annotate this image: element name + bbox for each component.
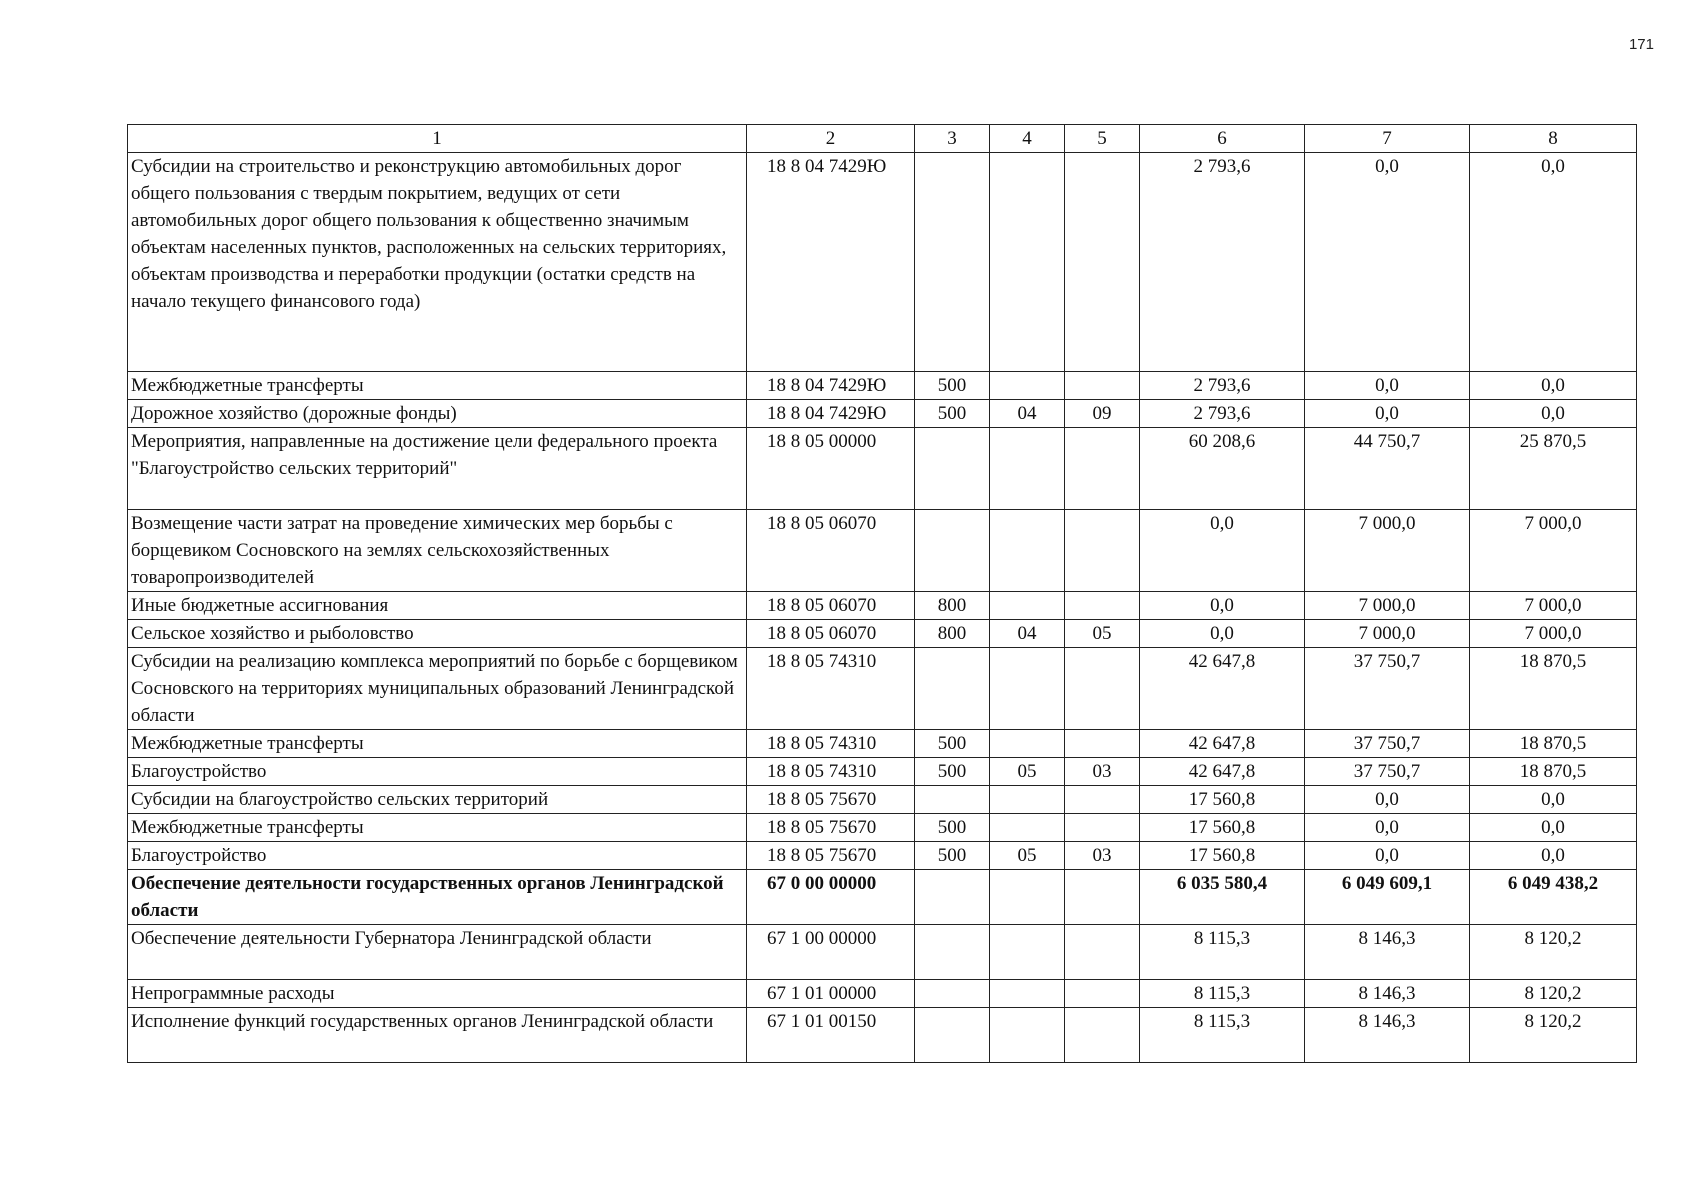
row-code: 18 8 05 75670 bbox=[747, 814, 915, 842]
row-col-5 bbox=[1065, 1008, 1140, 1063]
row-col-4 bbox=[990, 428, 1065, 510]
header-col-3: 3 bbox=[915, 125, 990, 153]
row-col-3: 800 bbox=[915, 592, 990, 620]
row-value-7: 7 000,0 bbox=[1305, 592, 1470, 620]
row-value-6: 8 115,3 bbox=[1140, 980, 1305, 1008]
row-col-5 bbox=[1065, 786, 1140, 814]
row-code: 67 1 01 00000 bbox=[747, 980, 915, 1008]
table-row bbox=[128, 870, 1637, 925]
row-col-5 bbox=[1065, 814, 1140, 842]
row-value-7: 8 146,3 bbox=[1305, 980, 1470, 1008]
row-code: 18 8 05 06070 bbox=[747, 510, 915, 592]
row-value-7: 7 000,0 bbox=[1305, 510, 1470, 592]
row-col-3 bbox=[915, 510, 990, 592]
row-col-5 bbox=[1065, 730, 1140, 758]
row-col-3: 500 bbox=[915, 730, 990, 758]
row-value-7: 0,0 bbox=[1305, 786, 1470, 814]
row-value-7: 44 750,7 bbox=[1305, 428, 1470, 510]
row-col-4 bbox=[990, 980, 1065, 1008]
table-row bbox=[128, 814, 1637, 842]
row-code: 18 8 04 7429Ю bbox=[747, 400, 915, 428]
row-value-6: 0,0 bbox=[1140, 510, 1305, 592]
row-value-8: 0,0 bbox=[1470, 786, 1637, 814]
table-row bbox=[128, 842, 1637, 870]
row-col-4 bbox=[990, 372, 1065, 400]
row-value-6: 6 035 580,4 bbox=[1140, 870, 1305, 925]
row-code: 18 8 05 06070 bbox=[747, 592, 915, 620]
row-col-5 bbox=[1065, 925, 1140, 980]
row-code: 18 8 05 00000 bbox=[747, 428, 915, 510]
row-name: Субсидии на благоустройство сельских территорий bbox=[128, 786, 747, 814]
row-col-4 bbox=[990, 510, 1065, 592]
table-row bbox=[128, 400, 1637, 428]
row-col-3 bbox=[915, 980, 990, 1008]
table-row bbox=[128, 758, 1637, 786]
table-row bbox=[128, 730, 1637, 758]
row-col-5: 03 bbox=[1065, 842, 1140, 870]
row-col-4 bbox=[990, 648, 1065, 730]
row-code: 18 8 04 7429Ю bbox=[747, 372, 915, 400]
row-value-7: 37 750,7 bbox=[1305, 648, 1470, 730]
row-code: 18 8 05 74310 bbox=[747, 758, 915, 786]
row-value-8: 0,0 bbox=[1470, 842, 1637, 870]
row-name: Сельское хозяйство и рыболовство bbox=[128, 620, 747, 648]
row-value-8: 25 870,5 bbox=[1470, 428, 1637, 510]
row-value-7: 0,0 bbox=[1305, 814, 1470, 842]
row-name: Непрограммные расходы bbox=[128, 980, 747, 1008]
row-col-5 bbox=[1065, 870, 1140, 925]
row-col-3: 500 bbox=[915, 758, 990, 786]
row-value-6: 2 793,6 bbox=[1140, 400, 1305, 428]
row-col-5 bbox=[1065, 510, 1140, 592]
row-col-5 bbox=[1065, 980, 1140, 1008]
row-value-8: 8 120,2 bbox=[1470, 925, 1637, 980]
row-value-6: 17 560,8 bbox=[1140, 814, 1305, 842]
row-name: Иные бюджетные ассигнования bbox=[128, 592, 747, 620]
row-value-6: 42 647,8 bbox=[1140, 758, 1305, 786]
table-row bbox=[128, 592, 1637, 620]
row-value-7: 0,0 bbox=[1305, 153, 1470, 372]
row-value-8: 7 000,0 bbox=[1470, 620, 1637, 648]
row-col-3: 500 bbox=[915, 842, 990, 870]
header-col-5: 5 bbox=[1065, 125, 1140, 153]
row-name: Дорожное хозяйство (дорожные фонды) bbox=[128, 400, 747, 428]
row-col-4: 05 bbox=[990, 758, 1065, 786]
row-code: 18 8 05 75670 bbox=[747, 842, 915, 870]
row-value-6: 2 793,6 bbox=[1140, 372, 1305, 400]
row-value-8: 0,0 bbox=[1470, 372, 1637, 400]
table-row bbox=[128, 620, 1637, 648]
row-value-6: 8 115,3 bbox=[1140, 925, 1305, 980]
row-col-3 bbox=[915, 870, 990, 925]
row-value-8: 18 870,5 bbox=[1470, 648, 1637, 730]
table-row bbox=[128, 980, 1637, 1008]
row-name: Мероприятия, направленные на достижение цели федерального проекта "Благоустройство сельских территорий" bbox=[128, 428, 747, 510]
header-col-8: 8 bbox=[1470, 125, 1637, 153]
row-value-8: 18 870,5 bbox=[1470, 730, 1637, 758]
row-col-5 bbox=[1065, 372, 1140, 400]
row-col-3 bbox=[915, 1008, 990, 1063]
row-value-6: 0,0 bbox=[1140, 592, 1305, 620]
row-code: 18 8 05 75670 bbox=[747, 786, 915, 814]
row-name: Межбюджетные трансферты bbox=[128, 730, 747, 758]
row-value-7: 37 750,7 bbox=[1305, 730, 1470, 758]
row-value-6: 8 115,3 bbox=[1140, 1008, 1305, 1063]
row-col-4 bbox=[990, 592, 1065, 620]
row-name: Обеспечение деятельности государственных органов Ленинградской области bbox=[128, 870, 747, 925]
row-code: 18 8 05 74310 bbox=[747, 730, 915, 758]
row-value-7: 7 000,0 bbox=[1305, 620, 1470, 648]
row-value-8: 7 000,0 bbox=[1470, 592, 1637, 620]
row-value-8: 7 000,0 bbox=[1470, 510, 1637, 592]
row-col-4 bbox=[990, 730, 1065, 758]
row-col-4: 04 bbox=[990, 620, 1065, 648]
row-name: Возмещение части затрат на проведение химических мер борьбы с борщевиком Сосновского на землях сельскохозяйственных товаропроизводителей bbox=[128, 510, 747, 592]
row-col-5: 03 bbox=[1065, 758, 1140, 786]
row-name: Межбюджетные трансферты bbox=[128, 814, 747, 842]
row-value-8: 0,0 bbox=[1470, 153, 1637, 372]
row-value-7: 37 750,7 bbox=[1305, 758, 1470, 786]
row-col-4 bbox=[990, 1008, 1065, 1063]
row-col-4 bbox=[990, 153, 1065, 372]
header-col-4: 4 bbox=[990, 125, 1065, 153]
row-value-6: 42 647,8 bbox=[1140, 730, 1305, 758]
row-name: Субсидии на строительство и реконструкцию автомобильных дорог общего пользования с твердым покрытием, ведущих от сети автомобильных дорог общего пользования к общественно значимым объектам населенных пунктов, расположенных на сельских территориях, объектам производства и переработки продукции (остатки средств на начало текущего финансового года) bbox=[128, 153, 747, 372]
row-col-3 bbox=[915, 428, 990, 510]
table-row bbox=[128, 786, 1637, 814]
row-col-3 bbox=[915, 925, 990, 980]
row-col-4 bbox=[990, 870, 1065, 925]
table-row bbox=[128, 648, 1637, 730]
row-col-5: 09 bbox=[1065, 400, 1140, 428]
row-value-6: 2 793,6 bbox=[1140, 153, 1305, 372]
row-col-5 bbox=[1065, 428, 1140, 510]
row-col-3: 800 bbox=[915, 620, 990, 648]
row-value-7: 0,0 bbox=[1305, 842, 1470, 870]
row-value-8: 0,0 bbox=[1470, 814, 1637, 842]
row-value-8: 8 120,2 bbox=[1470, 980, 1637, 1008]
row-col-3: 500 bbox=[915, 372, 990, 400]
table-row bbox=[128, 925, 1637, 980]
table-row bbox=[128, 428, 1637, 510]
row-name: Благоустройство bbox=[128, 842, 747, 870]
row-value-6: 42 647,8 bbox=[1140, 648, 1305, 730]
row-col-4 bbox=[990, 814, 1065, 842]
row-col-5 bbox=[1065, 648, 1140, 730]
row-value-7: 8 146,3 bbox=[1305, 1008, 1470, 1063]
row-col-4 bbox=[990, 786, 1065, 814]
row-name: Межбюджетные трансферты bbox=[128, 372, 747, 400]
row-value-8: 0,0 bbox=[1470, 400, 1637, 428]
row-col-3: 500 bbox=[915, 400, 990, 428]
header-col-6: 6 bbox=[1140, 125, 1305, 153]
row-code: 18 8 05 74310 bbox=[747, 648, 915, 730]
row-col-5 bbox=[1065, 592, 1140, 620]
row-code: 67 0 00 00000 bbox=[747, 870, 915, 925]
row-col-3: 500 bbox=[915, 814, 990, 842]
row-col-3 bbox=[915, 648, 990, 730]
row-col-4: 05 bbox=[990, 842, 1065, 870]
row-value-7: 0,0 bbox=[1305, 400, 1470, 428]
page-number: 171 bbox=[1628, 36, 1654, 53]
row-value-7: 6 049 609,1 bbox=[1305, 870, 1470, 925]
row-value-8: 6 049 438,2 bbox=[1470, 870, 1637, 925]
row-value-7: 0,0 bbox=[1305, 372, 1470, 400]
row-code: 67 1 01 00150 bbox=[747, 1008, 915, 1063]
row-col-3 bbox=[915, 786, 990, 814]
row-code: 67 1 00 00000 bbox=[747, 925, 915, 980]
row-value-8: 8 120,2 bbox=[1470, 1008, 1637, 1063]
row-value-6: 17 560,8 bbox=[1140, 842, 1305, 870]
row-col-5: 05 bbox=[1065, 620, 1140, 648]
row-value-6: 17 560,8 bbox=[1140, 786, 1305, 814]
row-name: Исполнение функций государственных органов Ленинградской области bbox=[128, 1008, 747, 1063]
row-name: Субсидии на реализацию комплекса мероприятий по борьбе с борщевиком Сосновского на территориях муниципальных образований Ленинградской области bbox=[128, 648, 747, 730]
row-value-8: 18 870,5 bbox=[1470, 758, 1637, 786]
table-header-row bbox=[128, 125, 1637, 153]
header-col-1: 1 bbox=[128, 125, 747, 153]
row-value-7: 8 146,3 bbox=[1305, 925, 1470, 980]
budget-table bbox=[127, 124, 1637, 1063]
row-col-4: 04 bbox=[990, 400, 1065, 428]
row-code: 18 8 04 7429Ю bbox=[747, 153, 915, 372]
row-code: 18 8 05 06070 bbox=[747, 620, 915, 648]
table-row bbox=[128, 153, 1637, 372]
table-row bbox=[128, 372, 1637, 400]
row-value-6: 0,0 bbox=[1140, 620, 1305, 648]
header-col-7: 7 bbox=[1305, 125, 1470, 153]
row-name: Обеспечение деятельности Губернатора Ленинградской области bbox=[128, 925, 747, 980]
row-value-6: 60 208,6 bbox=[1140, 428, 1305, 510]
header-col-2: 2 bbox=[747, 125, 915, 153]
table-row bbox=[128, 510, 1637, 592]
row-col-3 bbox=[915, 153, 990, 372]
row-col-4 bbox=[990, 925, 1065, 980]
row-name: Благоустройство bbox=[128, 758, 747, 786]
table-row bbox=[128, 1008, 1637, 1063]
row-col-5 bbox=[1065, 153, 1140, 372]
